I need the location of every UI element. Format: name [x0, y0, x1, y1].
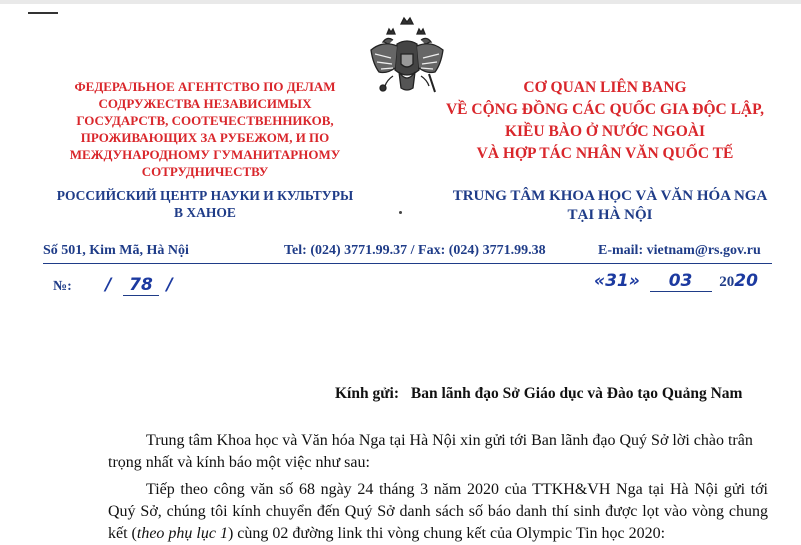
paragraph-2 — [108, 479, 768, 545]
vn-agency-line: VÀ HỢP TÁC NHÂN VĂN QUỐC TẾ — [476, 145, 734, 162]
date-day: 31 — [605, 271, 629, 291]
date-year-printed: 20 — [719, 274, 735, 290]
date-open-quote: « — [594, 271, 606, 291]
ru-center-name — [40, 187, 370, 221]
vn-agency-line: KIỀU BÀO Ở NƯỚC NGOÀI — [504, 123, 706, 140]
vn-agency-line: VỀ CỘNG ĐỒNG CÁC QUỐC GIA ĐỘC LẬP, — [445, 101, 765, 118]
corner-mark — [28, 12, 58, 14]
ru-agency-line: ФЕДЕРАЛЬНОЕ АГЕНТСТВО ПО ДЕЛАМ — [74, 79, 336, 94]
salutation-recipient: Ban lãnh đạo Sở Giáo dục và Đào tạo Quảng Nam — [410, 385, 743, 402]
vn-center-name — [425, 187, 795, 225]
header-divider — [43, 263, 772, 264]
ru-agency-line: СОДРУЖЕСТВА НЕЗАВИСИМЫХ — [98, 96, 312, 111]
number-separator: / — [105, 275, 112, 295]
paragraph-1: Trung tâm Khoa học và Văn hóa Nga tại Hà Nội xin gửi tới Ban lãnh đạo Quý Sở lời chào trân trọng nhất và kính báo một việc như sau: — [108, 432, 753, 471]
date-year-handwritten: 20 — [734, 271, 758, 291]
stray-dot — [399, 211, 402, 214]
vn-center-line: TẠI HÀ NỘI — [567, 207, 653, 223]
salutation — [335, 383, 742, 405]
ru-agency-line: МЕЖДУНАРОДНОМУ ГУМАНИТАРНОМУ — [69, 147, 341, 162]
paragraph-2-text: Tiếp theo công văn số 68 ngày 24 tháng 3 năm 2020 của TTKH&VH Nga tại Hà Nội gửi tới Quý Sở, chúng tôi kính chuyển đến Quý Sở danh sách số báo danh thí sinh được lọt vào vòng chung kết ( — [108, 481, 768, 542]
vn-agency-name — [410, 77, 800, 165]
paragraph-2-italic: theo phụ lục 1 — [136, 525, 228, 542]
number-label: №: — [53, 279, 72, 294]
salutation-label: Kính gửi: — [335, 385, 399, 402]
ru-agency-name — [40, 78, 370, 180]
ru-agency-line: СОТРУДНИЧЕСТВУ — [141, 164, 269, 179]
ru-agency-line: ПРОЖИВАЮЩИХ ЗА РУБЕЖОМ, И ПО — [80, 130, 330, 145]
date-close-quote: » — [628, 271, 640, 291]
email: E-mail: vietnam@rs.gov.ru — [598, 243, 761, 258]
address: Số 501, Kim Mã, Hà Nội — [43, 243, 189, 258]
vn-agency-line: CƠ QUAN LIÊN BANG — [523, 79, 687, 96]
ru-center-line: В ХАНОЕ — [174, 205, 236, 220]
paragraph-2-text-end: ) cùng 02 đường link thi vòng chung kết của Olympic Tin học 2020: — [227, 525, 666, 542]
top-edge — [0, 0, 801, 4]
document-date — [594, 271, 758, 292]
phone-fax: Tel: (024) 3771.99.37 / Fax: (024) 3771.99.38 — [284, 243, 546, 258]
ru-center-line: РОССИЙСКИЙ ЦЕНТР НАУКИ И КУЛЬТУРЫ — [56, 188, 354, 203]
number-separator: / — [166, 275, 173, 295]
ru-agency-line: ГОСУДАРСТВ, СООТЕЧЕСТВЕННИКОВ, — [76, 113, 334, 128]
date-month: 03 — [650, 271, 712, 292]
vn-center-line: TRUNG TÂM KHOA HỌC VÀ VĂN HÓA NGA — [452, 188, 768, 204]
document-number — [53, 275, 173, 296]
number-handwritten: 78 — [123, 275, 159, 296]
